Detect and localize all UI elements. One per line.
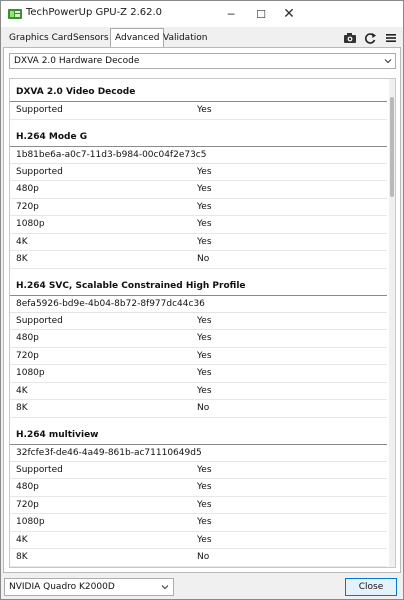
- info-row-label: Supported: [16, 315, 63, 326]
- bottom-bar: [1, 575, 403, 600]
- info-row: [10, 251, 387, 269]
- info-row: [10, 216, 387, 234]
- info-row-label: 720p: [16, 499, 39, 510]
- info-row: [10, 549, 387, 567]
- group-guid: 1b81be6a-a0c7-11d3-b984-00c04f2e73c5: [10, 147, 387, 164]
- info-row-label: 8K: [16, 403, 28, 413]
- window-title: TechPowerUp GPU-Z 2.62.0: [26, 7, 163, 18]
- info-row: [10, 365, 387, 383]
- info-row: [10, 497, 387, 515]
- info-row: [10, 164, 387, 182]
- info-row-value: No: [197, 254, 210, 264]
- vertical-scrollbar[interactable]: [389, 79, 395, 567]
- info-row-value: Yes: [197, 105, 212, 115]
- gpuz-app-icon: [8, 8, 22, 20]
- title-bar[interactable]: [1, 1, 403, 27]
- refresh-icon[interactable]: [363, 31, 377, 45]
- tab-bar: [1, 28, 403, 48]
- chevron-down-icon: [161, 583, 169, 591]
- info-row-value: Yes: [197, 499, 212, 510]
- info-row-value: Yes: [197, 184, 212, 194]
- info-row: [10, 348, 387, 366]
- info-row-label: 480p: [16, 333, 39, 343]
- info-row-value: Yes: [197, 333, 212, 343]
- info-row: [10, 462, 387, 480]
- decode-group: [10, 128, 387, 269]
- info-row-label: 4K: [16, 236, 28, 247]
- group-header: H.264 Mode G: [10, 128, 387, 147]
- camera-icon[interactable]: [343, 31, 357, 45]
- info-row-label: Supported: [16, 105, 63, 115]
- info-row: [10, 313, 387, 331]
- maximize-icon: ☐: [256, 7, 266, 21]
- tab-sensors[interactable]: Sensors: [73, 33, 109, 43]
- close-window-button[interactable]: [267, 1, 311, 27]
- info-row-label: 8K: [16, 254, 28, 264]
- close-button[interactable]: Close: [345, 578, 397, 596]
- info-row: [10, 479, 387, 497]
- decode-group: [10, 83, 387, 120]
- group-header: DXVA 2.0 Video Decode: [10, 83, 387, 102]
- close-icon: ✕: [283, 6, 295, 22]
- info-row-value: Yes: [197, 315, 212, 326]
- info-row-label: 480p: [16, 482, 39, 492]
- info-row-value: Yes: [197, 464, 212, 475]
- scrollbar-thumb[interactable]: [390, 97, 394, 197]
- decode-info-content: [10, 79, 387, 568]
- category-select-value: DXVA 2.0 Hardware Decode: [14, 56, 140, 66]
- group-header: H.264 SVC, Scalable Constrained High Profile: [10, 277, 387, 296]
- group-guid: 8efa5926-bd9e-4b04-8b72-8f977dc44c36: [10, 296, 387, 313]
- info-row-value: Yes: [197, 201, 212, 212]
- info-row-label: 4K: [16, 385, 28, 396]
- info-row-value: Yes: [197, 236, 212, 247]
- info-row-label: 1080p: [16, 368, 45, 378]
- info-row-value: Yes: [197, 482, 212, 492]
- info-row-value: Yes: [197, 166, 212, 177]
- category-select[interactable]: [9, 53, 396, 69]
- info-row: [10, 532, 387, 550]
- decode-group: [10, 277, 387, 418]
- info-row-value: No: [197, 403, 210, 413]
- info-row-label: 4K: [16, 534, 28, 545]
- minimize-icon: ─: [227, 7, 235, 21]
- info-row-value: Yes: [197, 385, 212, 396]
- info-row: [10, 330, 387, 348]
- info-row: [10, 400, 387, 418]
- decode-group: [10, 426, 387, 567]
- info-row-label: 8K: [16, 552, 28, 562]
- info-row-label: 1080p: [16, 517, 45, 527]
- group-guid: 32fcfe3f-de46-4a49-861b-ac71110649d5: [10, 445, 387, 462]
- info-row: [10, 181, 387, 199]
- info-row-value: Yes: [197, 534, 212, 545]
- info-row-label: Supported: [16, 166, 63, 177]
- decode-info-list[interactable]: [9, 78, 396, 568]
- info-row: [10, 383, 387, 401]
- info-row: [10, 199, 387, 217]
- info-row-label: 720p: [16, 201, 39, 212]
- info-row: [10, 102, 387, 120]
- info-row-label: 720p: [16, 350, 39, 361]
- info-row-label: 1080p: [16, 219, 45, 229]
- menu-icon[interactable]: [384, 31, 398, 45]
- info-row-value: No: [197, 552, 210, 562]
- tab-validation[interactable]: Validation: [163, 33, 208, 43]
- gpu-select[interactable]: [4, 578, 174, 596]
- info-row: [10, 234, 387, 252]
- info-row: [10, 514, 387, 532]
- chevron-down-icon: [384, 57, 392, 65]
- group-header: H.264 multiview: [10, 426, 387, 445]
- info-row-value: Yes: [197, 368, 212, 378]
- tab-advanced[interactable]: Advanced: [110, 28, 164, 49]
- info-row-label: Supported: [16, 464, 63, 475]
- gpu-select-value: NVIDIA Quadro K2000D: [9, 582, 115, 592]
- advanced-panel: [3, 47, 401, 573]
- info-row-value: Yes: [197, 219, 212, 229]
- tab-graphics-card[interactable]: Graphics Card: [9, 33, 73, 43]
- info-row-label: 480p: [16, 184, 39, 194]
- info-row-value: Yes: [197, 517, 212, 527]
- info-row-value: Yes: [197, 350, 212, 361]
